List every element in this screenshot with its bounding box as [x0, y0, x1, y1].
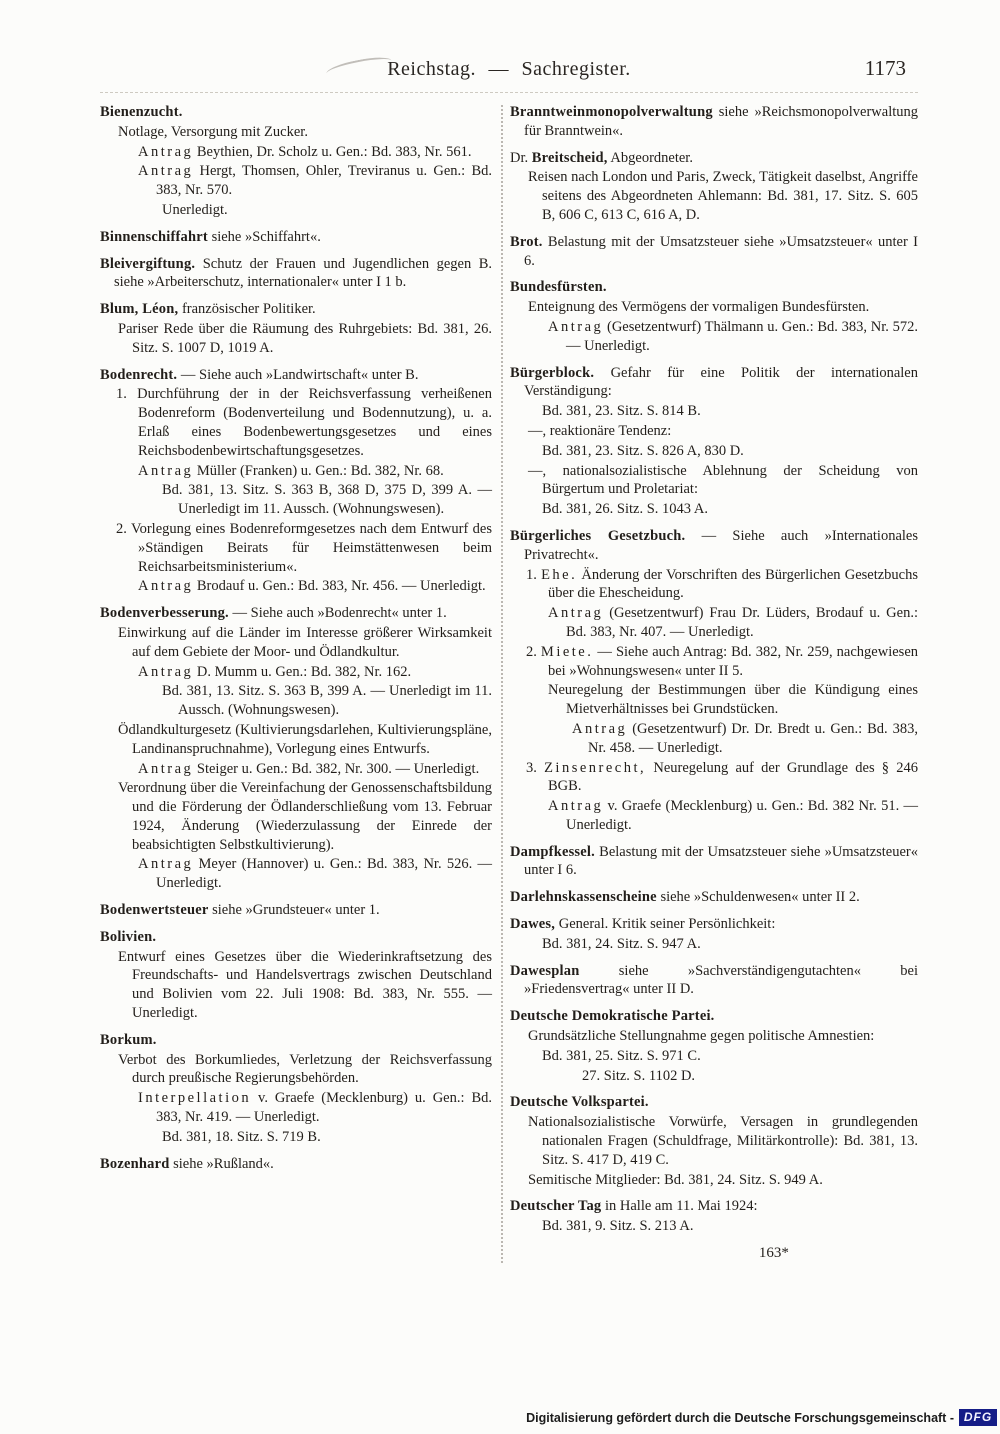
index-line	[510, 298, 918, 317]
text-segment: Unerledigt.	[162, 201, 228, 218]
index-entry-bleivergiftung	[100, 255, 492, 293]
spaced-term: Antrag	[138, 856, 194, 873]
spaced-term: Antrag	[138, 578, 194, 595]
index-line	[100, 901, 492, 920]
index-line	[510, 566, 918, 604]
index-entry-breitscheid	[510, 149, 918, 225]
header-rule	[100, 92, 918, 93]
spaced-term: Antrag	[138, 163, 194, 180]
index-line	[100, 300, 492, 319]
index-line	[510, 1171, 918, 1190]
headword: Deutsche Volkspartei.	[510, 1094, 649, 1111]
text-segment: Bd. 381, 23. Sitz. S. 826 A, 830 D.	[542, 442, 744, 459]
index-line	[510, 962, 918, 1000]
headword: Bodenwertsteuer	[100, 902, 209, 919]
index-line	[100, 779, 492, 854]
text-segment: Gefahr für eine Politik der internationalen Verständigung:	[524, 364, 918, 400]
spaced-term: Antrag	[138, 760, 194, 777]
index-line	[100, 948, 492, 1023]
index-line	[510, 1197, 918, 1216]
index-entry-dampfkessel	[510, 843, 918, 881]
text-segment: siehe »Grundsteuer« unter 1.	[208, 902, 380, 919]
index-line	[510, 843, 918, 881]
spaced-term: Antrag	[138, 663, 194, 680]
spaced-term: Antrag	[548, 318, 604, 335]
text-segment: 2.	[526, 643, 541, 660]
index-entry-dawesplan	[510, 962, 918, 1000]
index-line	[510, 442, 918, 461]
text-segment: — Siehe auch »Bodenrecht« unter 1.	[228, 605, 447, 622]
text-segment: 1. Durchführung der in der Reichsverfassung verheißenen Bodenreform (Bodenverteilung und Bodennutzung), u. a. Erlaß eines Bodenbewertungsgesetzes und eines Reichsbodenbewirtschaftungsgesetzes.	[116, 386, 492, 459]
page-number: 1173	[864, 56, 906, 80]
index-entry-deutscher-tag	[510, 1197, 918, 1236]
right-column	[510, 103, 918, 1263]
text-segment: siehe »Rußland«.	[169, 1155, 274, 1172]
index-line	[510, 233, 918, 271]
text-segment: v. Graefe (Mecklenburg) u. Gen.: Bd. 383, Nr. 419. — Unerledigt.	[156, 1090, 492, 1126]
index-line	[100, 481, 492, 519]
digitization-credit: Digitalisierung gefördert durch die Deutsche Forschungsgemeinschaft -	[526, 1410, 954, 1425]
text-segment: Pariser Rede über die Räumung des Ruhrgebiets: Bd. 381, 26. Sitz. S. 1007 D, 1019 A.	[118, 320, 492, 356]
text-segment: Verordnung über die Vereinfachung der Genossenschaftsbildung und die Förderung der Ödlanderschließung vom 13. Februar 1924, Änderung (Wiederzulassung der Einrede der beabsichtigten Selbstkultivierung).	[118, 780, 492, 853]
index-entry-bodenverbesserung	[100, 604, 492, 893]
spaced-term: Antrag	[138, 143, 194, 160]
index-entry-branntweinmonopolverwaltung	[510, 103, 918, 141]
index-line	[510, 103, 918, 141]
spaced-term: Interpellation	[138, 1090, 252, 1107]
index-line	[510, 604, 918, 642]
index-line	[100, 604, 492, 623]
dfg-logo: DFG	[959, 1409, 997, 1426]
two-column-index	[100, 103, 918, 1263]
index-line	[510, 318, 918, 356]
text-segment: Bd. 381, 13. Sitz. S. 363 B, 368 D, 375 D, 399 A. — Unerledigt im 11. Aussch. (Wohnungswesen).	[162, 482, 492, 518]
text-segment: Reisen nach London und Paris, Zweck, Tätigkeit daselbst, Angriffe seitens des Abgeordneten Ahlemann: Bd. 381, 17. Sitz. S. 605 B, 606 C, 613 C, 616 A, D.	[528, 169, 918, 223]
index-line	[100, 760, 492, 779]
index-line	[510, 278, 918, 297]
text-segment: siehe »Schuldenwesen« unter II 2.	[656, 889, 860, 906]
spaced-term: Antrag	[138, 462, 194, 479]
index-line	[510, 935, 918, 954]
left-column-entries	[100, 103, 492, 1173]
index-line	[510, 168, 918, 224]
text-segment: Verbot des Borkumliedes, Verletzung der Reichsverfassung durch preußische Regierungsbehörden.	[118, 1051, 492, 1087]
index-line	[100, 520, 492, 576]
text-segment: Grundsätzliche Stellungnahme gegen politische Amnestien:	[528, 1028, 875, 1045]
text-segment: Neuregelung auf der Grundlage des § 246 BGB.	[548, 759, 918, 795]
headword: Bolivien.	[100, 928, 157, 945]
index-line	[100, 228, 492, 247]
column-divider	[501, 105, 503, 1263]
index-line	[100, 855, 492, 893]
index-line	[100, 123, 492, 142]
text-segment: Belastung mit der Umsatzsteuer siehe »Umsatzsteuer« unter I 6.	[524, 843, 918, 879]
index-line	[510, 1027, 918, 1046]
text-segment: Ödlandkulturgesetz (Kultivierungsdarlehen, Kultivierungspläne, Landinanspruchnahme), Vorlegung eines Entwurfs.	[118, 721, 492, 757]
headword: Brot.	[510, 233, 543, 250]
index-line	[510, 462, 918, 500]
text-segment: Notlage, Versorgung mit Zucker.	[118, 123, 308, 140]
text-segment: Bd. 381, 25. Sitz. S. 971 C.	[542, 1047, 701, 1064]
index-line	[100, 162, 492, 200]
index-line	[510, 500, 918, 519]
headword: Bodenrecht.	[100, 366, 178, 383]
index-line	[510, 149, 918, 168]
signature-mark: 163*	[758, 1245, 789, 1262]
headword: Blum, Léon,	[100, 301, 179, 318]
digitization-footer	[526, 1409, 997, 1426]
headword: Borkum.	[100, 1031, 157, 1048]
index-line	[100, 385, 492, 460]
headword: Dampfkessel.	[510, 843, 595, 860]
text-segment: —, reaktionäre Tendenz:	[528, 422, 672, 439]
headword: Bleivergiftung.	[100, 255, 196, 272]
index-entry-darlehnskassenscheine	[510, 888, 918, 907]
text-segment: Bd. 381, 24. Sitz. S. 947 A.	[542, 935, 701, 952]
index-line	[510, 759, 918, 797]
headword: Binnenschiffahrt	[100, 228, 208, 245]
text-segment: Brodauf u. Gen.: Bd. 383, Nr. 456. — Unerledigt.	[193, 578, 486, 595]
text-segment: —, nationalsozialistische Ablehnung der Scheidung von Bürgertum und Proletariat:	[528, 462, 918, 498]
text-segment: (Gesetzentwurf) Thälmann u. Gen.: Bd. 383, Nr. 572. — Unerledigt.	[566, 318, 918, 354]
spaced-term: Antrag	[572, 720, 628, 737]
text-segment: siehe »Reichsmonopolverwaltung für Branntwein«.	[524, 104, 918, 139]
index-entry-deutsche-demokratische-partei	[510, 1007, 918, 1085]
index-entry-bozenhard	[100, 1155, 492, 1174]
text-segment: siehe »Sachverständigengutachten« bei »Friedensvertrag« unter II D.	[524, 962, 918, 998]
text-segment: in Halle am 11. Mai 1924:	[601, 1198, 758, 1215]
index-entry-binnenschiffahrt	[100, 228, 492, 247]
index-line	[100, 1031, 492, 1050]
text-segment: Beythien, Dr. Scholz u. Gen.: Bd. 383, Nr. 561.	[193, 143, 472, 160]
text-segment: — Siehe auch »Landwirtschaft« unter B.	[177, 366, 419, 383]
index-line	[100, 1051, 492, 1089]
headword: Bozenhard	[100, 1155, 170, 1172]
index-line	[510, 797, 918, 835]
headword: Dawesplan	[510, 962, 580, 979]
headword: Bürgerblock.	[510, 364, 595, 381]
index-line	[510, 1093, 918, 1112]
index-entry-bodenwertsteuer	[100, 901, 492, 920]
spaced-term: Zinsenrecht,	[544, 759, 647, 776]
headword: Deutscher Tag	[510, 1198, 602, 1215]
index-line	[100, 255, 492, 293]
index-line	[510, 364, 918, 402]
headword: Bienenzucht.	[100, 104, 183, 120]
text-segment: Bd. 381, 23. Sitz. S. 814 B.	[542, 403, 701, 420]
index-line	[510, 1047, 918, 1066]
headword: Darlehnskassenscheine	[510, 889, 657, 906]
text-segment: (Gesetzentwurf) Frau Dr. Lüders, Brodauf u. Gen.: Bd. 383, Nr. 407. — Unerledigt.	[566, 605, 918, 640]
index-line	[100, 577, 492, 596]
text-segment: — Siehe auch Antrag: Bd. 382, Nr. 259, nachgewiesen bei »Wohnungswesen« unter II 5.	[548, 643, 919, 679]
index-line	[100, 1155, 492, 1174]
text-segment: Entwurf eines Gesetzes über die Wiederinkraftsetzung des Freundschafts- und Handelsvertrags zwischen Deutschland und Bolivien vom 22. Juli 1908: Bd. 383, Nr. 555. — Unerledigt.	[118, 948, 492, 1022]
text-segment: General. Kritik seiner Persönlichkeit:	[555, 916, 776, 933]
text-segment: Bd. 381, 13. Sitz. S. 363 B, 399 A. — Unerledigt im 11. Aussch. (Wohnungswesen).	[162, 683, 492, 719]
index-entry-bolivien	[100, 928, 492, 1023]
text-segment: Müller (Franken) u. Gen.: Bd. 382, Nr. 68.	[193, 462, 444, 479]
spaced-term: Miete.	[540, 643, 594, 660]
text-segment: Meyer (Hannover) u. Gen.: Bd. 383, Nr. 526. — Unerledigt.	[156, 856, 492, 892]
index-line	[100, 624, 492, 662]
index-line	[510, 915, 918, 934]
index-entry-bienenzucht	[100, 103, 492, 220]
headword: Breitscheid,	[531, 149, 608, 166]
index-line	[510, 681, 918, 719]
text-segment: D. Mumm u. Gen.: Bd. 382, Nr. 162.	[193, 663, 412, 680]
index-line	[510, 527, 918, 565]
index-line	[100, 366, 492, 385]
index-line	[100, 682, 492, 720]
index-entry-bundesfuersten	[510, 278, 918, 355]
index-line	[510, 1007, 918, 1026]
text-segment: Einwirkung auf die Länder im Interesse größerer Wirksamkeit auf dem Gebiete der Moor- und Ödlandkultur.	[118, 624, 492, 660]
headword: Deutsche Demokratische Partei.	[510, 1008, 715, 1025]
index-line	[100, 721, 492, 759]
text-segment: Neuregelung der Bestimmungen über die Kündigung eines Mietverhältnisses bei Grundstücken.	[548, 682, 918, 718]
left-column	[100, 103, 492, 1263]
text-segment: Dr.	[510, 149, 532, 166]
index-line	[510, 1113, 918, 1169]
text-segment: 3.	[526, 759, 545, 776]
spaced-term: Antrag	[548, 798, 604, 815]
text-segment: Bd. 381, 9. Sitz. S. 213 A.	[542, 1218, 694, 1235]
index-line	[100, 1089, 492, 1127]
text-segment: 1.	[526, 566, 542, 583]
spaced-term: Ehe.	[541, 566, 578, 583]
index-entry-buergerliches-gesetzbuch	[510, 527, 918, 835]
page-header	[100, 58, 918, 92]
index-entry-blum-leon	[100, 300, 492, 357]
index-line	[510, 402, 918, 421]
index-line	[100, 663, 492, 682]
text-segment: Hergt, Thomsen, Ohler, Treviranus u. Gen.: Bd. 383, Nr. 570.	[156, 163, 492, 199]
index-line	[100, 320, 492, 358]
text-segment: Nationalsozialistische Vorwürfe, Versagen in grundlegenden nationalen Fragen (Schuldfrage, Militärkontrolle): Bd. 381, 13. Sitz. S. 417 D, 419 C.	[528, 1114, 918, 1168]
running-title: Reichstag. — Sachregister.	[387, 58, 631, 80]
index-line	[100, 928, 492, 947]
text-segment: Bd. 381, 26. Sitz. S. 1043 A.	[542, 501, 708, 518]
text-segment: — Siehe auch »Internationales Privatrecht«.	[524, 527, 918, 563]
text-segment: 27. Sitz. S. 1102 D.	[582, 1067, 696, 1084]
text-segment: 2. Vorlegung eines Bodenreformgesetzes nach dem Entwurf des »Ständigen Beirats für Heimstättenwesen beim Reichsarbeitsministerium«.	[116, 520, 492, 575]
index-entry-dawes	[510, 915, 918, 954]
text-segment: Schutz der Frauen und Jugendlichen gegen B. siehe »Arbeiterschutz, internationaler« unter I 1 b.	[114, 255, 492, 291]
index-line	[510, 720, 918, 758]
text-segment: Abgeordneter.	[607, 149, 693, 166]
index-line	[510, 422, 918, 441]
text-segment: Enteignung des Vermögens der vormaligen Bundesfürsten.	[528, 299, 870, 316]
headword: Bodenverbesserung.	[100, 605, 229, 622]
text-segment: v. Graefe (Mecklenburg) u. Gen.: Bd. 382 Nr. 51. — Unerledigt.	[566, 798, 918, 833]
index-entry-brot	[510, 233, 918, 271]
headword: Bürgerliches Gesetzbuch.	[510, 527, 686, 544]
index-line	[100, 201, 492, 220]
right-column-entries	[510, 103, 918, 1236]
index-line	[100, 1128, 492, 1147]
index-line	[100, 103, 492, 122]
index-line	[510, 1067, 918, 1086]
text-segment: Bd. 381, 18. Sitz. S. 719 B.	[162, 1128, 321, 1145]
text-segment: französischer Politiker.	[178, 301, 316, 318]
index-line	[510, 643, 918, 681]
headword: Branntweinmonopolverwaltung	[510, 104, 713, 120]
index-line	[100, 143, 492, 162]
index-line	[100, 462, 492, 481]
index-entry-borkum	[100, 1031, 492, 1147]
spaced-term: Antrag	[548, 605, 604, 622]
headword: Dawes,	[510, 916, 556, 933]
text-segment: Steiger u. Gen.: Bd. 382, Nr. 300. — Unerledigt.	[193, 760, 480, 777]
text-segment: Semitische Mitglieder: Bd. 381, 24. Sitz. S. 949 A.	[528, 1171, 823, 1188]
text-segment: (Gesetzentwurf) Dr. Dr. Bredt u. Gen.: Bd. 383, Nr. 458. — Unerledigt.	[588, 720, 918, 756]
text-segment: Änderung der Vorschriften des Bürgerlichen Gesetzbuchs über die Ehescheidung.	[548, 566, 919, 602]
index-line	[510, 888, 918, 907]
index-entry-buergerblock	[510, 364, 918, 519]
index-line	[510, 1217, 918, 1236]
headword: Bundesfürsten.	[510, 279, 607, 296]
index-entry-bodenrecht	[100, 366, 492, 597]
text-segment: Belastung mit der Umsatzsteuer siehe »Umsatzsteuer« unter I 6.	[524, 233, 918, 269]
text-segment: siehe »Schiffahrt«.	[207, 228, 321, 245]
index-entry-deutsche-volkspartei	[510, 1093, 918, 1189]
